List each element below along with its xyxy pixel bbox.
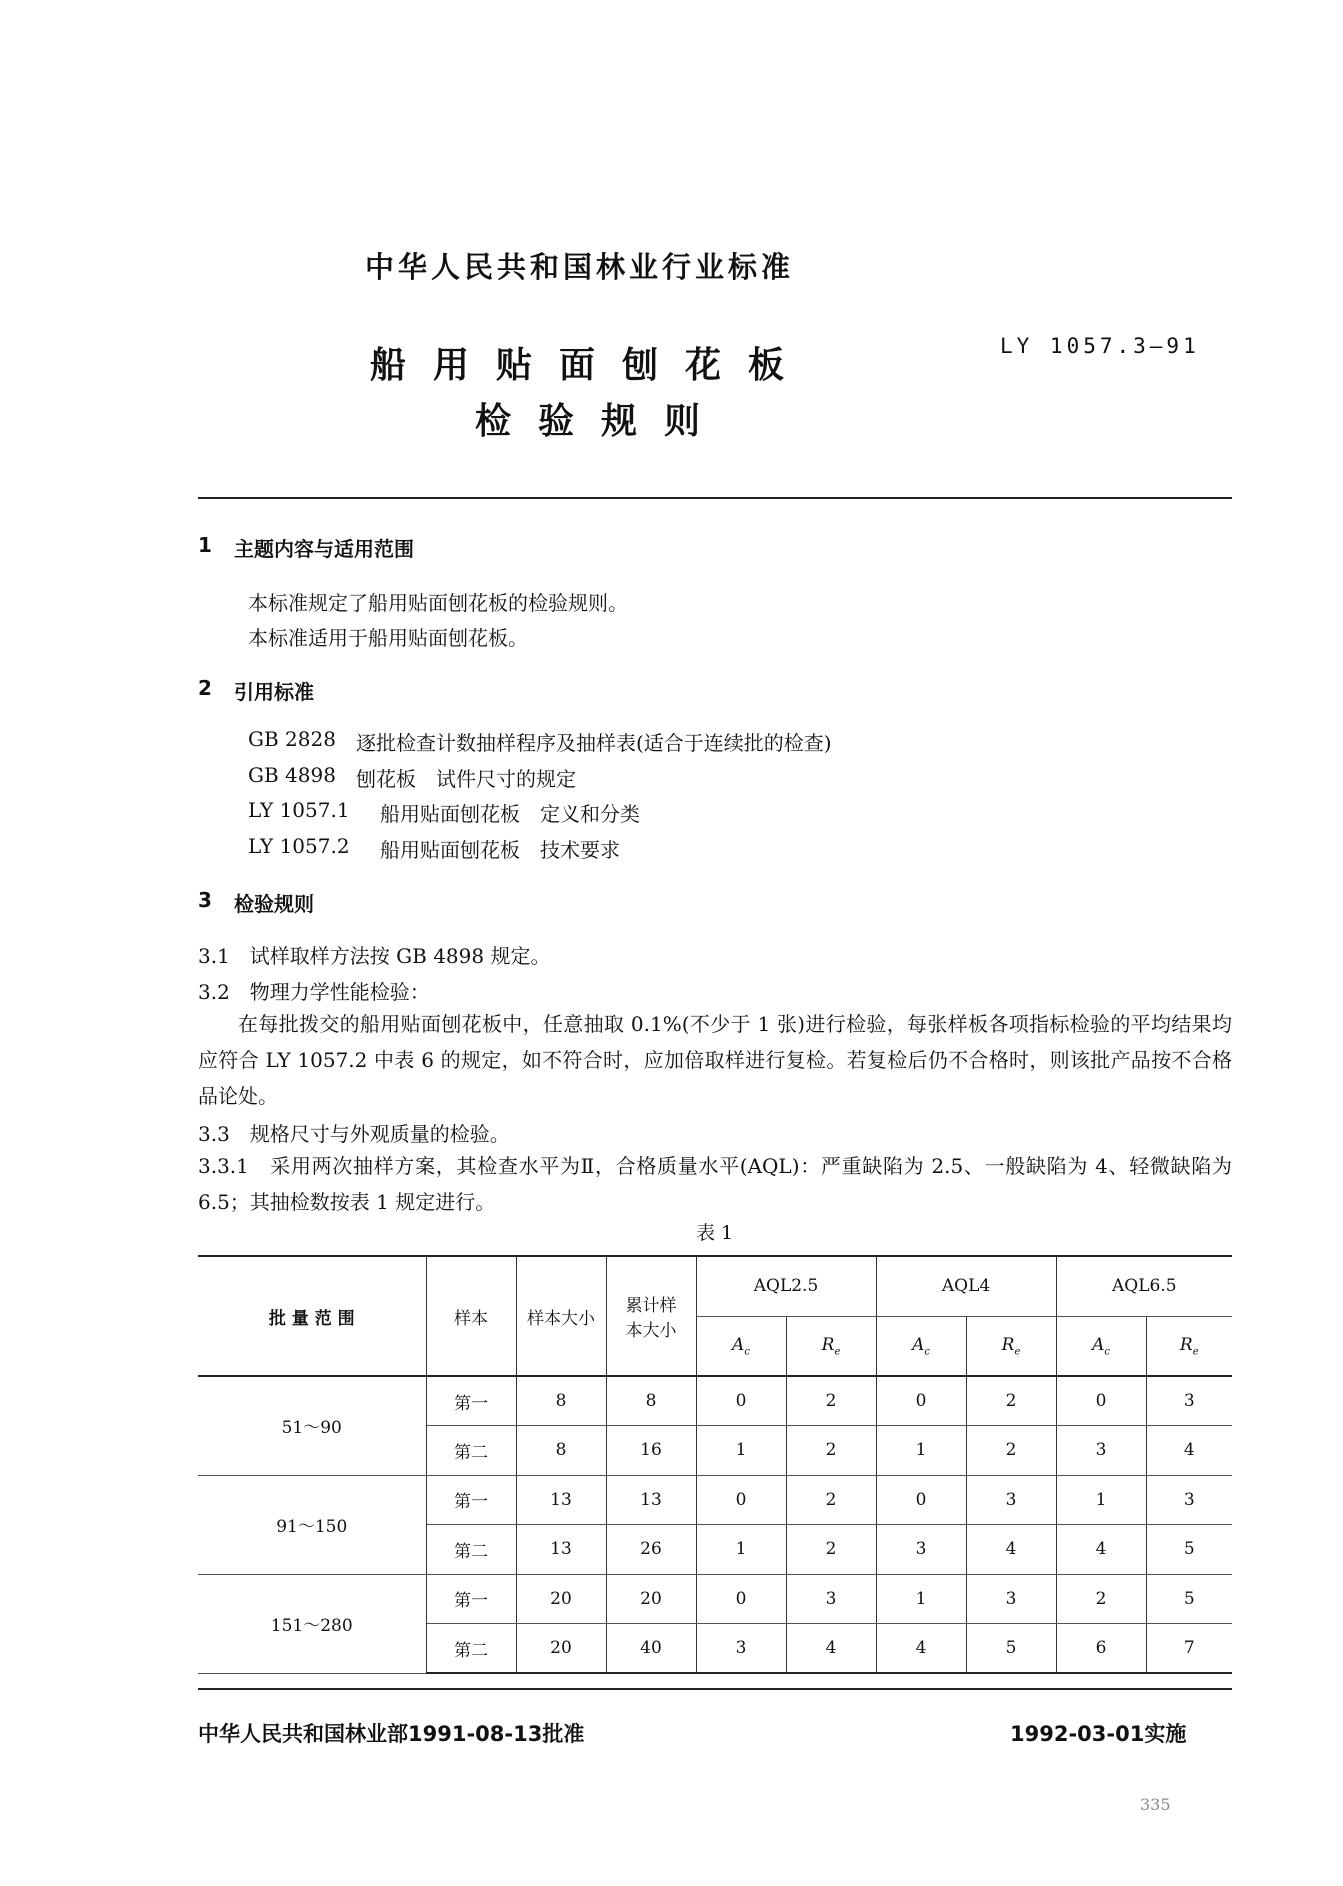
table-cell: 2 xyxy=(1056,1574,1146,1624)
section-3-number: 3 xyxy=(198,888,212,912)
table-cell: 26 xyxy=(606,1525,696,1575)
table-cell: 8 xyxy=(516,1376,606,1426)
page-number: 335 xyxy=(1140,1795,1171,1814)
batch-range-cell: 151～280 xyxy=(198,1574,426,1673)
table-cell: 1 xyxy=(876,1426,966,1476)
table-cell: 8 xyxy=(516,1426,606,1476)
batch-range-cell: 51～90 xyxy=(198,1376,426,1475)
table-cell: 3 xyxy=(1146,1475,1232,1525)
clause-3-3: 3.3 规格尺寸与外观质量的检验。 xyxy=(198,1122,510,1146)
table-row xyxy=(198,1376,1232,1426)
header-ac: $A_c$ xyxy=(1056,1316,1146,1376)
footer-divider xyxy=(198,1688,1232,1690)
approval-date: 中华人民共和国林业部1991-08-13批准 xyxy=(198,1722,585,1746)
table-cell: 8 xyxy=(606,1376,696,1426)
section-1-line-1: 本标准规定了船用贴面刨花板的检验规则。 xyxy=(248,591,628,615)
table-cell: 0 xyxy=(696,1376,786,1426)
table-cell: 第二 xyxy=(426,1624,516,1674)
table-row xyxy=(198,1574,1232,1624)
header-cumulative-line1: 累计样 xyxy=(625,1296,677,1316)
table-cell: 1 xyxy=(696,1426,786,1476)
header-cumulative-size xyxy=(606,1256,696,1376)
section-1-title: 主题内容与适用范围 xyxy=(234,537,414,561)
document-title-line1: 船用贴面刨花板 xyxy=(370,345,812,386)
table-cell: 0 xyxy=(876,1475,966,1525)
table-cell: 4 xyxy=(966,1525,1056,1575)
table-cell: 4 xyxy=(786,1624,876,1674)
table-cell: 13 xyxy=(606,1475,696,1525)
standard-code: LY 1057.3—91 xyxy=(1000,334,1200,358)
section-2-title: 引用标准 xyxy=(234,680,314,704)
header-batch-range: 批 量 范 围 xyxy=(198,1256,426,1376)
table-cell: 2 xyxy=(966,1426,1056,1476)
header-sample-size: 样本大小 xyxy=(516,1256,606,1376)
table-cell: 1 xyxy=(696,1525,786,1575)
table-cell: 1 xyxy=(876,1574,966,1624)
ref-code: LY 1057.2 xyxy=(248,834,350,858)
table-cell: 13 xyxy=(516,1525,606,1575)
clause-3-1: 3.1 试样取样方法按 GB 4898 规定。 xyxy=(198,944,551,968)
header-aql-4: AQL4 xyxy=(876,1256,1056,1316)
table-row xyxy=(198,1475,1232,1525)
header-cumulative-line2: 本大小 xyxy=(625,1321,677,1341)
table-body xyxy=(198,1376,1232,1673)
header-re: $R_e$ xyxy=(1146,1316,1232,1376)
table-cell: 0 xyxy=(876,1376,966,1426)
clause-3-2: 3.2 物理力学性能检验： xyxy=(198,980,430,1004)
clause-3-3-1-paragraph: 3.3.1 采用两次抽样方案，其检查水平为Ⅱ，合格质量水平(AQL)：严重缺陷为 2.5、一般缺陷为 4、轻微缺陷为 6.5；其抽检数按表 1 规定进行。 xyxy=(198,1154,1232,1214)
ref-text: 船用贴面刨花板 定义和分类 xyxy=(380,802,640,826)
header-aql-6-5: AQL6.5 xyxy=(1056,1256,1232,1316)
table-cell: 3 xyxy=(696,1624,786,1674)
table-cell: 0 xyxy=(696,1475,786,1525)
table-cell: 4 xyxy=(1056,1525,1146,1575)
table-cell: 2 xyxy=(786,1376,876,1426)
header-divider xyxy=(198,497,1232,499)
table-caption: 表 1 xyxy=(696,1222,734,1244)
table-cell: 7 xyxy=(1146,1624,1232,1674)
sampling-table xyxy=(198,1255,1232,1674)
table-cell: 第二 xyxy=(426,1426,516,1476)
table-cell: 2 xyxy=(786,1426,876,1476)
table-cell: 3 xyxy=(1056,1426,1146,1476)
ref-text: 船用贴面刨花板 技术要求 xyxy=(380,838,620,862)
ref-text: 刨花板 试件尺寸的规定 xyxy=(356,767,576,791)
ref-code: GB 4898 xyxy=(248,763,336,787)
standard-type-header: 中华人民共和国林业行业标准 xyxy=(365,250,795,284)
section-1-line-2: 本标准适用于船用贴面刨花板。 xyxy=(248,626,528,650)
table-cell: 3 xyxy=(786,1574,876,1624)
table-cell: 1 xyxy=(1056,1475,1146,1525)
table-cell: 2 xyxy=(966,1376,1056,1426)
batch-range-cell: 91～150 xyxy=(198,1475,426,1574)
ref-text: 逐批检查计数抽样程序及抽样表(适合于连续批的检查) xyxy=(356,731,832,755)
section-3-title: 检验规则 xyxy=(234,892,314,916)
table-cell: 5 xyxy=(1146,1574,1232,1624)
table-cell: 5 xyxy=(966,1624,1056,1674)
table-cell: 6 xyxy=(1056,1624,1146,1674)
table-cell: 13 xyxy=(516,1475,606,1525)
section-1-number: 1 xyxy=(198,533,212,557)
table-cell: 20 xyxy=(516,1624,606,1674)
table-cell: 第一 xyxy=(426,1475,516,1525)
table-cell: 0 xyxy=(1056,1376,1146,1426)
ref-code: GB 2828 xyxy=(248,727,336,751)
table-cell: 3 xyxy=(966,1574,1056,1624)
table-cell: 第一 xyxy=(426,1376,516,1426)
header-sample: 样本 xyxy=(426,1256,516,1376)
table-cell: 20 xyxy=(516,1574,606,1624)
clause-3-2-paragraph: 在每批拨交的船用贴面刨花板中，任意抽取 0.1%(不少于 1 张)进行检验，每张样板各项指标检验的平均结果均应符合 LY 1057.2 中表 6 的规定，如不符合时，应加倍取样进行复检。若复检后仍不合格时，则该批产品按不合格品论处。 xyxy=(198,1012,1232,1108)
table-cell: 2 xyxy=(786,1525,876,1575)
table-cell: 3 xyxy=(876,1525,966,1575)
header-ac: $A_c$ xyxy=(696,1316,786,1376)
table-cell: 第二 xyxy=(426,1525,516,1575)
header-re: $R_e$ xyxy=(786,1316,876,1376)
table-cell: 20 xyxy=(606,1574,696,1624)
header-re: $R_e$ xyxy=(966,1316,1056,1376)
effective-date: 1992-03-01实施 xyxy=(1010,1722,1187,1746)
table-cell: 5 xyxy=(1146,1525,1232,1575)
header-ac: $A_c$ xyxy=(876,1316,966,1376)
section-2-number: 2 xyxy=(198,676,212,700)
table-cell: 4 xyxy=(876,1624,966,1674)
document-title-line2: 检验规则 xyxy=(475,401,728,442)
table-cell: 16 xyxy=(606,1426,696,1476)
table-cell: 2 xyxy=(786,1475,876,1525)
table-cell: 40 xyxy=(606,1624,696,1674)
table-cell: 3 xyxy=(1146,1376,1232,1426)
table-cell: 0 xyxy=(696,1574,786,1624)
table-cell: 第一 xyxy=(426,1574,516,1624)
ref-code: LY 1057.1 xyxy=(248,798,350,822)
table-cell: 4 xyxy=(1146,1426,1232,1476)
header-aql-2-5: AQL2.5 xyxy=(696,1256,876,1316)
table-cell: 3 xyxy=(966,1475,1056,1525)
